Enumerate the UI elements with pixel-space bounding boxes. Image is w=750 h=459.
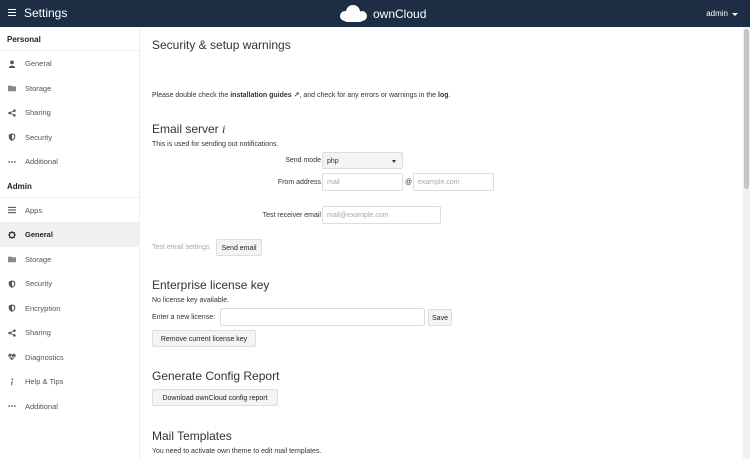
list-icon bbox=[7, 206, 16, 215]
user-icon bbox=[7, 59, 16, 68]
remove-license-button[interactable]: Remove current license key bbox=[152, 330, 256, 347]
sidebar-item-label: Additional bbox=[25, 401, 58, 411]
shield-icon bbox=[7, 279, 16, 288]
sidebar-item-label: Sharing bbox=[25, 328, 51, 337]
email-server-title: Email server bbox=[152, 122, 219, 136]
page-scrollbar[interactable] bbox=[743, 27, 750, 459]
sidebar-item-storage[interactable] bbox=[0, 247, 139, 272]
security-text-end: . bbox=[448, 92, 451, 99]
sidebar-item-personal-security[interactable] bbox=[0, 125, 139, 150]
sidebar-section-admin: Admin bbox=[0, 174, 139, 198]
mail-templates-description: You need to activate own theme to edit mail templates. bbox=[152, 448, 322, 455]
share-icon bbox=[7, 108, 16, 117]
folder-icon bbox=[7, 84, 16, 93]
from-address-label: From address bbox=[277, 179, 321, 186]
sidebar-item-diagnostics[interactable] bbox=[0, 345, 139, 370]
folder-icon bbox=[7, 255, 16, 264]
gear-icon bbox=[7, 230, 16, 239]
owncloud-logo[interactable] bbox=[336, 4, 426, 24]
sidebar-item-label: Security bbox=[25, 279, 53, 288]
enter-license-label: Enter a new license: bbox=[152, 314, 216, 321]
info-icon[interactable]: i bbox=[222, 122, 226, 136]
top-header bbox=[0, 0, 750, 27]
sidebar-item-label: Sharing bbox=[25, 108, 51, 117]
main-content bbox=[141, 27, 743, 459]
log-link[interactable]: log bbox=[438, 92, 449, 99]
logo-text: ownCloud bbox=[373, 7, 427, 21]
test-receiver-label: Test receiver email bbox=[262, 212, 321, 219]
chevron-down-icon[interactable] bbox=[732, 13, 738, 16]
download-config-button[interactable]: Download ownCloud config report bbox=[152, 389, 278, 406]
sidebar-item-personal-sharing[interactable] bbox=[0, 100, 139, 125]
test-receiver-input[interactable]: mail@example.com bbox=[322, 206, 441, 224]
sidebar-item-label: Additional bbox=[25, 157, 58, 166]
sidebar-item-help-tips[interactable] bbox=[0, 369, 139, 394]
email-server-description: This is used for sending out notifications. bbox=[152, 141, 279, 148]
config-report-title: Generate Config Report bbox=[152, 369, 280, 383]
test-email-settings-label: Test email settings bbox=[152, 244, 210, 251]
sidebar-item-label: Encryption bbox=[25, 303, 61, 313]
send-mode-value: php bbox=[327, 158, 339, 165]
sidebar-item-label: Apps bbox=[25, 205, 43, 215]
sidebar-item-personal-additional[interactable] bbox=[0, 149, 139, 174]
sidebar-item-additional[interactable] bbox=[0, 394, 139, 419]
app-title[interactable]: Settings bbox=[24, 6, 68, 20]
sidebar-item-label: Diagnostics bbox=[25, 352, 64, 362]
from-domain-input[interactable]: example.com bbox=[413, 173, 494, 191]
info-icon bbox=[7, 377, 16, 386]
hamburger-menu-icon[interactable] bbox=[8, 9, 16, 16]
send-mode-select[interactable] bbox=[322, 152, 403, 169]
license-status: No license key available. bbox=[152, 297, 230, 304]
sidebar-item-label: Security bbox=[25, 132, 53, 142]
cloud-logo-icon bbox=[336, 4, 370, 24]
from-address-input[interactable]: mail bbox=[322, 173, 403, 191]
security-warnings-title: Security & setup warnings bbox=[152, 38, 291, 52]
send-mode-label: Send mode bbox=[285, 157, 321, 164]
mail-templates-title: Mail Templates bbox=[152, 429, 232, 443]
sidebar-item-security[interactable] bbox=[0, 271, 139, 296]
shield-icon bbox=[7, 133, 16, 142]
lock-icon bbox=[7, 304, 16, 313]
chevron-down-icon bbox=[392, 160, 396, 163]
sidebar-item-encryption[interactable] bbox=[0, 296, 139, 321]
security-text-middle: , and check for any errors or warnings in the bbox=[299, 92, 439, 99]
license-key-title: Enterprise license key bbox=[152, 278, 270, 292]
sidebar-item-label: Help & Tips bbox=[25, 377, 64, 386]
sidebar-item-label: General bbox=[25, 59, 52, 68]
sidebar-item-personal-storage[interactable] bbox=[0, 76, 139, 101]
sidebar-item-personal-general[interactable] bbox=[0, 51, 139, 76]
more-icon bbox=[7, 402, 16, 411]
sidebar-item-apps[interactable] bbox=[0, 198, 139, 223]
at-sign: @ bbox=[405, 179, 413, 186]
sidebar-item-label: General bbox=[25, 230, 53, 239]
sidebar-item-label: Storage bbox=[25, 254, 52, 264]
sidebar-item-sharing[interactable] bbox=[0, 320, 139, 345]
share-icon bbox=[7, 328, 16, 337]
more-icon bbox=[7, 157, 16, 166]
save-license-button[interactable]: Save bbox=[428, 309, 452, 326]
security-warnings-text bbox=[152, 91, 450, 99]
sidebar-item-general[interactable] bbox=[0, 222, 139, 247]
license-key-input[interactable] bbox=[220, 308, 425, 326]
user-menu[interactable]: admin bbox=[706, 9, 728, 18]
security-text-before: Please double check the bbox=[152, 92, 231, 99]
installation-guides-link[interactable]: installation guides ↗ bbox=[230, 92, 300, 99]
heartbeat-icon bbox=[7, 353, 16, 362]
settings-sidebar bbox=[0, 27, 140, 459]
sidebar-section-personal: Personal bbox=[0, 27, 139, 51]
send-email-button[interactable]: Send email bbox=[216, 239, 262, 256]
scrollbar-thumb[interactable] bbox=[744, 29, 749, 189]
sidebar-item-label: Storage bbox=[25, 83, 52, 93]
